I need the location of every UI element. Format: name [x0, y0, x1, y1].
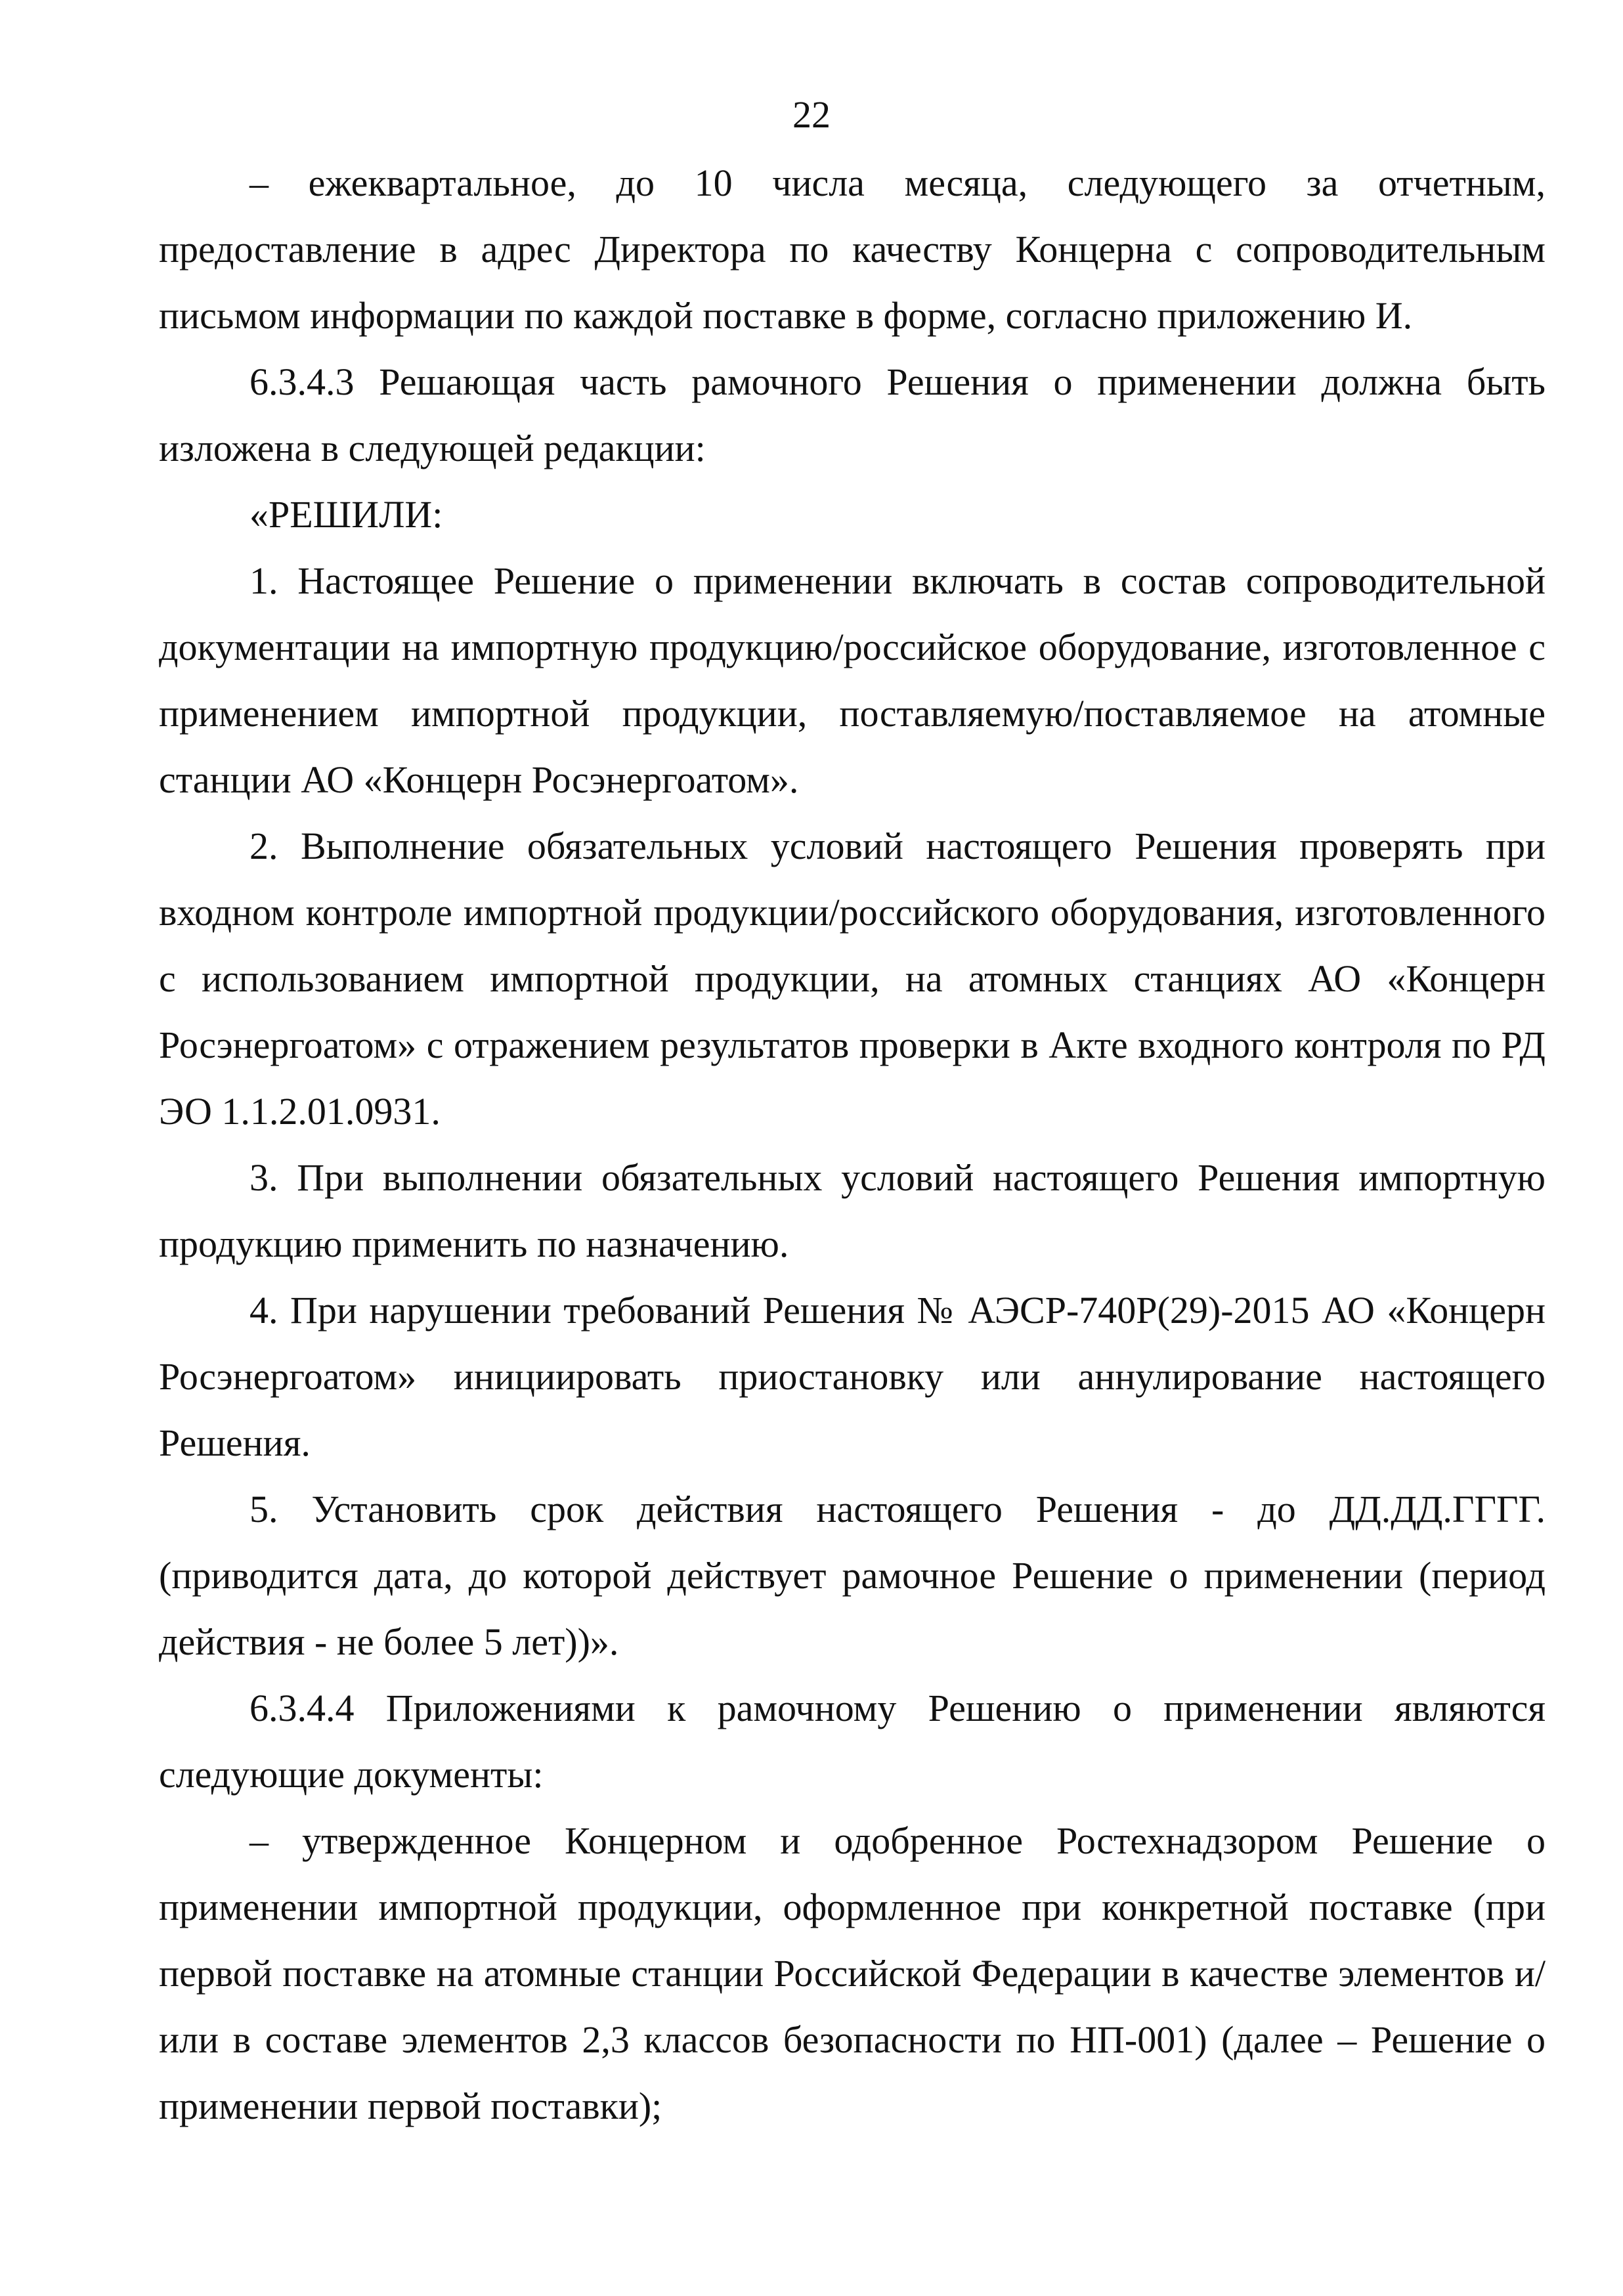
- paragraph-item-1: 1. Настоящее Решение о применении включать в состав сопроводительной документации на импортную продукцию/российское оборудование, изготовленное с применением импортной продукции, поставляемую/поставляемое на атомные станции АО «Концерн Росэнергоатом».: [159, 559, 1546, 801]
- page-number: 22: [792, 93, 831, 136]
- paragraph-item-2: 2. Выполнение обязательных условий настоящего Решения проверять при входном контроле импортной продукции/российского оборудования, изготовленного с использованием импортной продукции, на атомных станциях АО «Концерн Росэнергоатом» с отражением результатов проверки в Акте входного контроля по РД ЭО 1.1.2.01.0931.: [159, 825, 1546, 1133]
- paragraph-item-5: 5. Установить срок действия настоящего Решения - до ДД.ДД.ГГГГ. (приводится дата, до которой действует рамочное Решение о применении (период действия - не более 5 лет))».: [159, 1488, 1546, 1663]
- paragraph-quarterly-info: – ежеквартальное, до 10 числа месяца, следующего за отчетным, предоставление в адрес Директора по качеству Концерна с сопроводительным письмом информации по каждой поставке в форме, согласно приложению И.: [159, 162, 1546, 337]
- document-body: [159, 150, 1546, 2139]
- paragraph-item-4: 4. При нарушении требований Решения № АЭСР-740Р(29)-2015 АО «Концерн Росэнергоатом» инициировать приостановку или аннулирование настоящего Решения.: [159, 1289, 1546, 1464]
- paragraph-item-3: 3. При выполнении обязательных условий настоящего Решения импортную продукцию применить по назначению.: [159, 1156, 1546, 1265]
- paragraph-6-3-4-4: 6.3.4.4 Приложениями к рамочному Решению о применении являются следующие документы:: [159, 1687, 1546, 1796]
- paragraph-resolved-heading: «РЕШИЛИ:: [249, 493, 443, 536]
- paragraph-first-delivery-decision: – утвержденное Концерном и одобренное Ростехнадзором Решение о применении импортной продукции, оформленное при конкретной поставке (при первой поставке на атомные станции Российской Федерации в качестве элементов и/или в составе элементов 2,3 классов безопасности по НП-001) (далее – Решение о применении первой поставки);: [159, 1819, 1546, 2127]
- paragraph-6-3-4-3: 6.3.4.3 Решающая часть рамочного Решения о применении должна быть изложена в следующей редакции:: [159, 360, 1546, 469]
